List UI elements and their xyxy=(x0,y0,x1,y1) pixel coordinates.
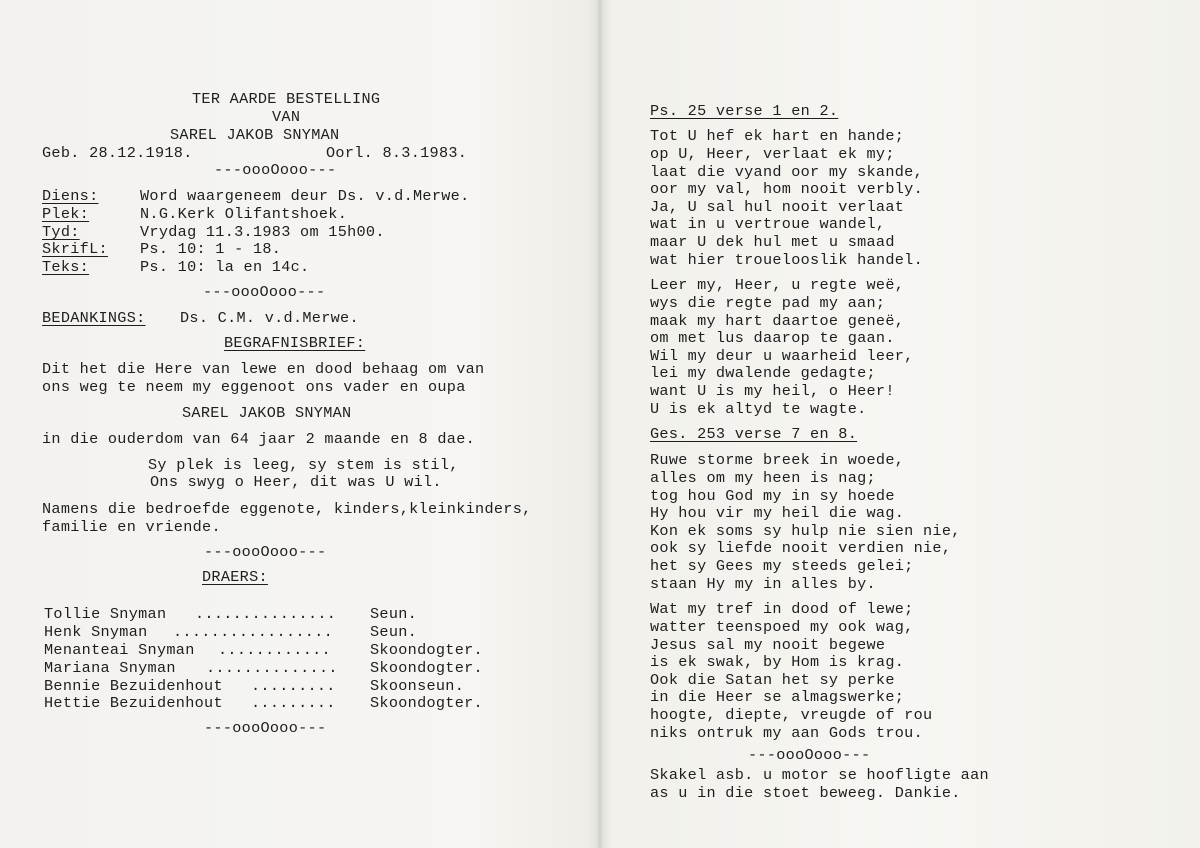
bearer-name: Henk Snyman xyxy=(44,623,148,641)
bearers-title: DRAERS: xyxy=(202,568,268,586)
hymn-line: staan Hy my in alles by. xyxy=(650,575,876,593)
divider: ---oooOooo--- xyxy=(748,746,871,764)
hymn-line: niks ontruk my aan Gods trou. xyxy=(650,724,924,742)
psalm-line: Wil my deur u waarheid leer, xyxy=(650,347,914,365)
bearer-name: Hettie Bezuidenhout xyxy=(44,694,223,712)
letter-title: BEGRAFNISBRIEF: xyxy=(224,334,366,352)
bearer-dots: ............ xyxy=(218,641,331,659)
hymn-line: Ook die Satan het sy perke xyxy=(650,671,895,689)
hymn-line: watter teenspoed my ook wag, xyxy=(650,618,914,636)
hymn-line: Kon ek soms sy hulp nie sien nie, xyxy=(650,522,961,540)
divider: ---oooOooo--- xyxy=(214,161,337,179)
memorial-verse-line: Ons swyg o Heer, dit was U wil. xyxy=(150,473,442,491)
bearer-name: Bennie Bezuidenhout xyxy=(44,677,223,695)
detail-value-tyd: Vrydag 11.3.1983 om 15h00. xyxy=(140,223,385,241)
document-title: TER AARDE BESTELLING xyxy=(192,90,381,108)
bearer-name: Menanteai Snyman xyxy=(44,641,195,659)
bearer-relation: Skoondogter. xyxy=(370,694,483,712)
hymn-line: Wat my tref in dood of lewe; xyxy=(650,600,914,618)
thanks-label: BEDANKINGS: xyxy=(42,309,146,327)
age-line: in die ouderdom van 64 jaar 2 maande en 8 dae. xyxy=(42,430,476,448)
psalm-line: Leer my, Heer, u regte weë, xyxy=(650,276,905,294)
detail-value-plek: N.G.Kerk Olifantshoek. xyxy=(140,205,348,223)
title-van: VAN xyxy=(272,108,301,126)
bearer-dots: ................. xyxy=(173,623,334,641)
psalm-line: maak my hart daartoe geneë, xyxy=(650,312,905,330)
bearer-name: Mariana Snyman xyxy=(44,659,176,677)
psalm-line: om met lus daarop te gaan. xyxy=(650,329,895,347)
psalm-line: Ja, U sal hul nooit verlaat xyxy=(650,198,905,216)
death-date: Oorl. 8.3.1983. xyxy=(326,144,468,162)
psalm-line: U is ek altyd te wagte. xyxy=(650,400,867,418)
notice-line: Skakel asb. u motor se hoofligte aan xyxy=(650,766,989,784)
psalm-title: Ps. 25 verse 1 en 2. xyxy=(650,102,839,120)
detail-label-plek: Plek: xyxy=(42,205,90,223)
deceased-name: SAREL JAKOB SNYMAN xyxy=(170,126,340,144)
hymn-line: Hy hou vir my heil die wag. xyxy=(650,504,905,522)
letter-name: SAREL JAKOB SNYMAN xyxy=(182,404,352,422)
detail-value-teks: Ps. 10: la en 14c. xyxy=(140,258,310,276)
bearer-relation: Seun. xyxy=(370,605,418,623)
detail-label-diens: Diens: xyxy=(42,187,99,205)
bearer-relation: Seun. xyxy=(370,623,418,641)
hymn-line: in die Heer se almagswerke; xyxy=(650,688,905,706)
detail-value-diens: Word waargeneem deur Ds. v.d.Merwe. xyxy=(140,187,470,205)
bearer-name: Tollie Snyman xyxy=(44,605,167,623)
notice-line: as u in die stoet beweeg. Dankie. xyxy=(650,784,961,802)
hymn-line: Ruwe storme breek in woede, xyxy=(650,451,905,469)
bearer-dots: ......... xyxy=(251,694,336,712)
psalm-line: lei my dwalende gedagte; xyxy=(650,364,876,382)
bearer-dots: .............. xyxy=(206,659,338,677)
hymn-line: het sy Gees my steeds gelei; xyxy=(650,557,914,575)
family-line: familie en vriende. xyxy=(42,518,221,536)
bearer-relation: Skoondogter. xyxy=(370,659,483,677)
detail-label-tyd: Tyd: xyxy=(42,223,80,241)
hymn-line: ook sy liefde nooit verdien nie, xyxy=(650,539,952,557)
memorial-verse-line: Sy plek is leeg, sy stem is stil, xyxy=(148,456,459,474)
letter-line: ons weg te neem my eggenoot ons vader en oupa xyxy=(42,378,466,396)
hymn-title: Ges. 253 verse 7 en 8. xyxy=(650,425,858,443)
psalm-line: wat hier trouelooslik handel. xyxy=(650,251,924,269)
letter-line: Dit het die Here van lewe en dood behaag om van xyxy=(42,360,485,378)
bearer-relation: Skoondogter. xyxy=(370,641,483,659)
hymn-line: alles om my heen is nag; xyxy=(650,469,876,487)
psalm-line: Tot U hef ek hart en hande; xyxy=(650,127,905,145)
psalm-line: oor my val, hom nooit verbly. xyxy=(650,180,924,198)
detail-value-skrifl: Ps. 10: 1 - 18. xyxy=(140,240,282,258)
detail-label-teks: Teks: xyxy=(42,258,90,276)
psalm-line: laat die vyand oor my skande, xyxy=(650,163,924,181)
divider: ---oooOooo--- xyxy=(204,543,327,561)
bearer-relation: Skoonseun. xyxy=(370,677,465,695)
hymn-line: Jesus sal my nooit begewe xyxy=(650,636,886,654)
psalm-line: wys die regte pad my aan; xyxy=(650,294,886,312)
bearer-dots: ............... xyxy=(195,605,337,623)
psalm-line: maar U dek hul met u smaad xyxy=(650,233,895,251)
page-fold xyxy=(597,0,603,848)
hymn-line: tog hou God my in sy hoede xyxy=(650,487,895,505)
hymn-line: is ek swak, by Hom is krag. xyxy=(650,653,905,671)
psalm-line: op U, Heer, verlaat ek my; xyxy=(650,145,895,163)
divider: ---oooOooo--- xyxy=(204,719,327,737)
psalm-line: wat in u vertroue wandel, xyxy=(650,215,886,233)
family-line: Namens die bedroefde eggenote, kinders,kleinkinders, xyxy=(42,500,532,518)
psalm-line: want U is my heil, o Heer! xyxy=(650,382,895,400)
hymn-line: hoogte, diepte, vreugde of rou xyxy=(650,706,933,724)
bearer-dots: ......... xyxy=(251,677,336,695)
thanks-value: Ds. C.M. v.d.Merwe. xyxy=(180,309,359,327)
birth-date: Geb. 28.12.1918. xyxy=(42,144,193,162)
detail-label-skrifl: SkrifL: xyxy=(42,240,108,258)
divider: ---oooOooo--- xyxy=(203,283,326,301)
